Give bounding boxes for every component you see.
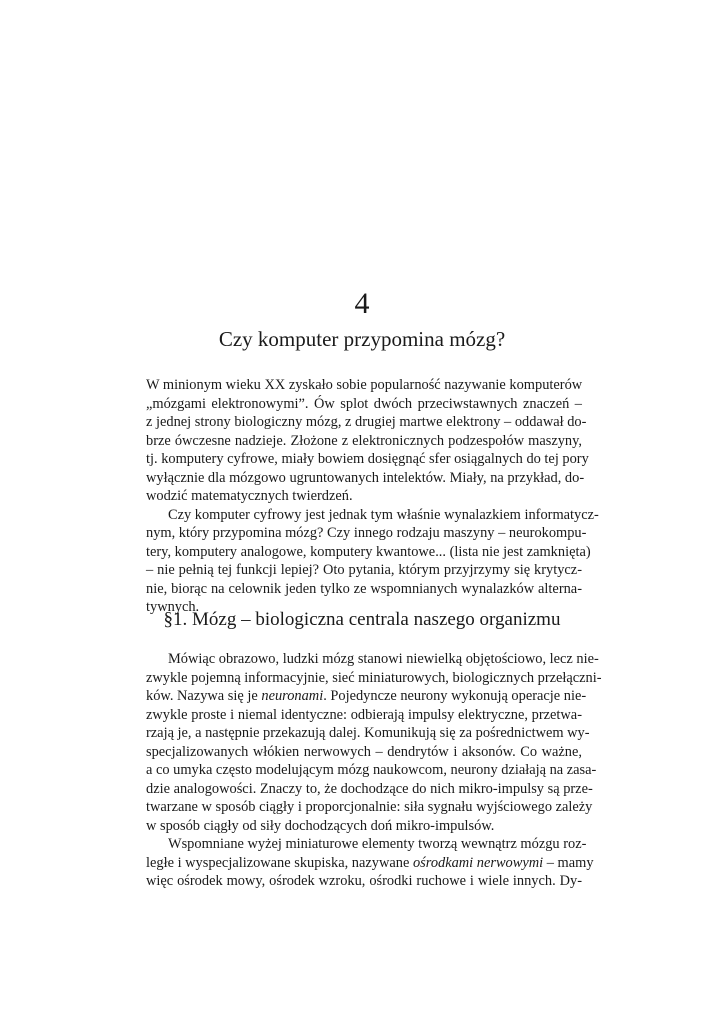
text-line: twarzane w sposób ciągły i proporcjonalnie: siła sygnału wyjściowego zależy	[146, 799, 593, 815]
text-line	[146, 854, 594, 873]
text-line: więc ośrodek mowy, ośrodek wzroku, ośrodki ruchowe i wiele innych. Dy-	[146, 873, 582, 889]
text-line: a co umyka często modelującym mózg naukowcom, neurony działają na zasa-	[146, 762, 597, 778]
text-line: dzie analogowości. Znaczy to, że dochodzące do nich mikro-impulsy są prze-	[146, 780, 593, 797]
section-paragraphs	[146, 650, 602, 891]
text-line: Wspomniane wyżej miniaturowe elementy tworzą wewnątrz mózgu roz-	[168, 836, 587, 852]
text-line: „mózgami elektronowymi”. Ów splot dwóch przeciwstawnych znaczeń –	[146, 395, 582, 412]
chapter-title: Czy komputer przypomina mózg?	[218, 327, 506, 351]
chapter-number: 4	[354, 287, 370, 320]
text-line: wyłącznie dla mózgowo ugruntowanych intelektów. Miały, na przykład, do-	[146, 469, 585, 486]
text-line: zwykle proste i niemal identyczne: odbierają impulsy elektryczne, przetwa-	[146, 706, 582, 723]
text-line: nym, który przypomina mózg? Czy innego rodzaju maszyny – neurokompu-	[146, 525, 587, 541]
text-line: w sposób ciągły od siły dochodzących doń mikro-impulsów.	[146, 817, 495, 834]
italic-term: ośrodkami nerwowymi	[412, 854, 544, 871]
text-line: z jednej strony biologiczny mózg, z drugiej martwe elektrony – oddawał do-	[146, 414, 587, 430]
text-line: tj. komputery cyfrowe, miały bowiem dosięgnąć sfer osiągalnych do tej pory	[146, 451, 589, 467]
text-line: tywnych.	[146, 599, 200, 615]
text-line: specjalizowanych włókien nerwowych – dendrytów i aksonów. Co ważne,	[146, 743, 582, 760]
text-line: Mówiąc obrazowo, ludzki mózg stanowi niewielką objętościowo, lecz nie-	[168, 651, 599, 667]
text-fragment: ków. Nazywa się je	[146, 688, 258, 704]
text-line: W minionym wieku XX zyskało sobie popularność nazywanie komputerów	[146, 377, 583, 393]
text-line: nie, biorąc na celownik jeden tylko ze wspomnianych wynalazków alterna-	[146, 580, 582, 597]
text-line: rzają je, a następnie przekazują dalej. Komunikują się za pośrednictwem wy-	[146, 725, 590, 741]
text-fragment: . Pojedyncze neurony wykonują operacje nie-	[323, 688, 587, 704]
text-line	[146, 687, 587, 706]
text-line: Czy komputer cyfrowy jest jednak tym właśnie wynalazkiem informatycz-	[168, 506, 599, 523]
text-line: tery, komputery analogowe, komputery kwantowe... (lista nie jest zamknięta)	[146, 543, 591, 560]
section-title: §1. Mózg – biologiczna centrala naszego organizmu	[163, 609, 561, 630]
text-line: – nie pełnią tej funkcji lepiej? Oto pytania, którym przyjrzymy się krytycz-	[146, 562, 582, 578]
intro-paragraphs	[146, 376, 599, 617]
text-fragment: ległe i wyspecjalizowane skupiska, nazywane	[146, 854, 410, 871]
italic-term: neuronami	[261, 688, 324, 704]
text-line: wodzić matematycznych twierdzeń.	[146, 488, 353, 504]
text-fragment: – mamy	[546, 854, 594, 871]
text-line: zwykle pojemną informacyjnie, sieć miniaturowych, biologicznych przełączni-	[146, 669, 602, 686]
text-line: brze ówczesne nadzieje. Złożone z elektronicznych podzespołów maszyny,	[146, 432, 582, 449]
